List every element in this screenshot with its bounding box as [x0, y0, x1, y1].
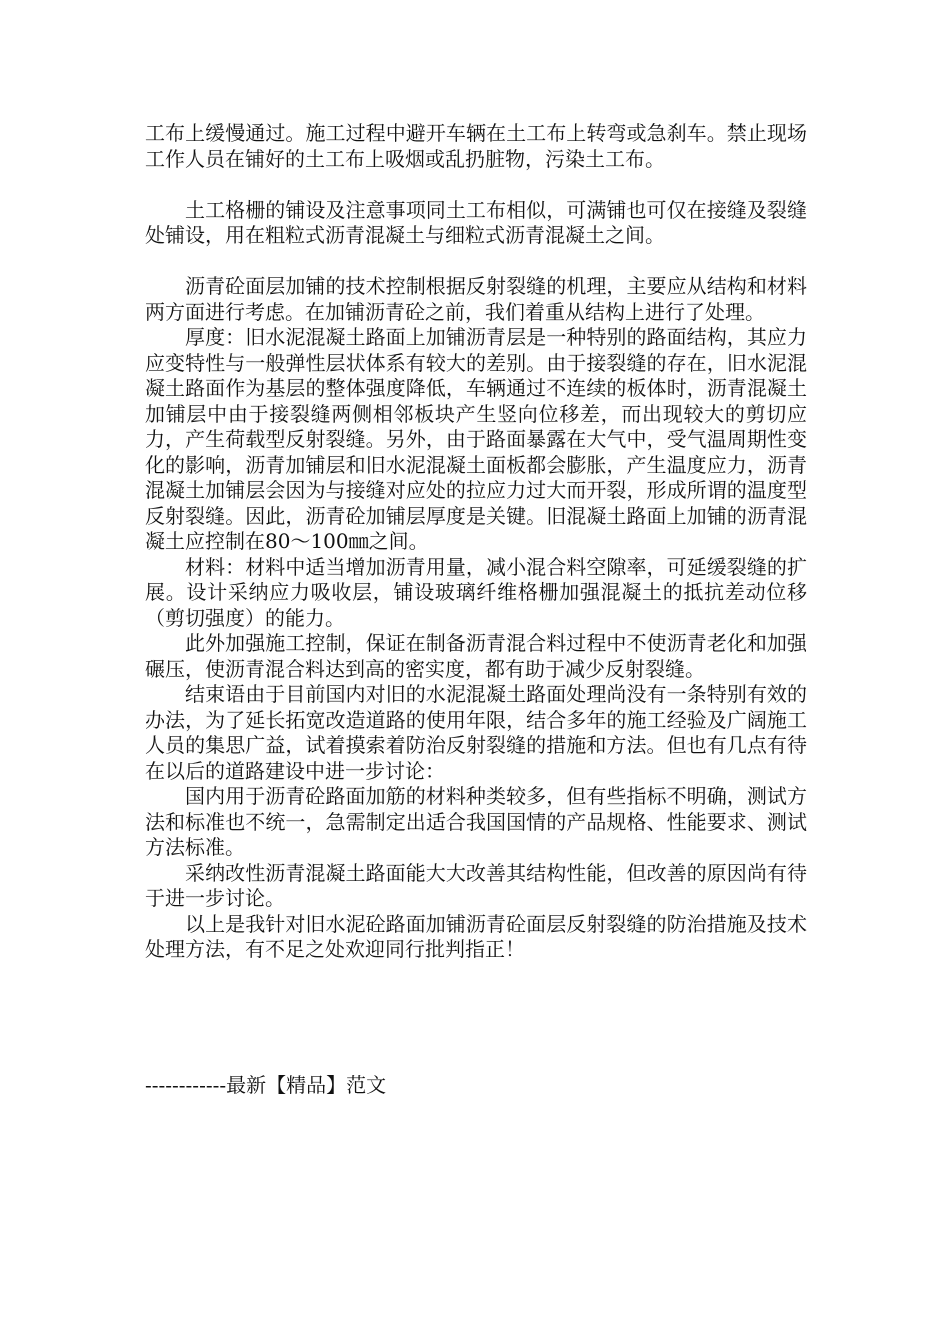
- footer-tagline: ------------最新【精品】范文: [145, 1073, 387, 1097]
- paragraph-spacer: [145, 172, 807, 198]
- paragraph: 国内用于沥青砼路面加筋的材料种类较多，但有些指标不明确，测试方法和标准也不统一，急需制定出适合我国国情的产品规格、性能要求、测试方法标准。: [145, 784, 807, 859]
- paragraph: 此外加强施工控制，保证在制备沥青混合料过程中不使沥青老化和加强碾压，使沥青混合料达到高的密实度，都有助于减少反射裂缝。: [145, 631, 807, 681]
- paragraph: 以上是我针对旧水泥砼路面加铺沥青砼面层反射裂缝的防治措施及技术处理方法，有不足之处欢迎同行批判指正！: [145, 911, 807, 961]
- paragraph: 结束语由于目前国内对旧的水泥混凝土路面处理尚没有一条特别有效的办法，为了延长拓宽改造道路的使用年限，结合多年的施工经验及广阔施工人员的集思广益，试着摸索着防治反射裂缝的措施和方法。但也有几点有待在以后的道路建设中进一步讨论：: [145, 682, 807, 783]
- paragraph: 采纳改性沥青混凝土路面能大大改善其结构性能，但改善的原因尚有待于进一步讨论。: [145, 860, 807, 910]
- paragraph: 厚度：旧水泥混凝土路面上加铺沥青层是一种特别的路面结构，其应力应变特性与一般弹性层状体系有较大的差别。由于接裂缝的存在，旧水泥混凝土路面作为基层的整体强度降低，车辆通过不连续的板体时，沥青混凝土加铺层中由于接裂缝两侧相邻板块产生竖向位移差，而出现较大的剪切应力，产生荷载型反射裂缝。另外，由于路面暴露在大气中，受气温周期性变化的影响，沥青加铺层和旧水泥混凝土面板都会膨胀，产生温度应力，沥青混凝土加铺层会因为与接缝对应处的拉应力过大而开裂，形成所谓的温度型反射裂缝。因此，沥青砼加铺层厚度是关键。旧混凝土路面上加铺的沥青混凝土应控制在80～100㎜之间。: [145, 325, 807, 553]
- paragraph-spacer: [145, 249, 807, 275]
- paragraph: 土工格栅的铺设及注意事项同土工布相似，可满铺也可仅在接缝及裂缝处铺设，用在粗粒式沥青混凝土与细粒式沥青混凝土之间。: [145, 197, 807, 247]
- paragraph: 工布上缓慢通过。施工过程中避开车辆在土工布上转弯或急刹车。禁止现场工作人员在铺好的土工布上吸烟或乱扔脏物，污染土工布。: [145, 121, 807, 171]
- paragraph: 沥青砼面层加铺的技术控制根据反射裂缝的机理，主要应从结构和材料两方面进行考虑。在加铺沥青砼之前，我们着重从结构上进行了处理。: [145, 274, 807, 324]
- document-body: [145, 121, 807, 963]
- paragraph: 材料：材料中适当增加沥青用量，减小混合料空隙率，可延缓裂缝的扩展。设计采纳应力吸收层，铺设玻璃纤维格栅加强混凝土的抵抗差动位移（剪切强度）的能力。: [145, 554, 807, 630]
